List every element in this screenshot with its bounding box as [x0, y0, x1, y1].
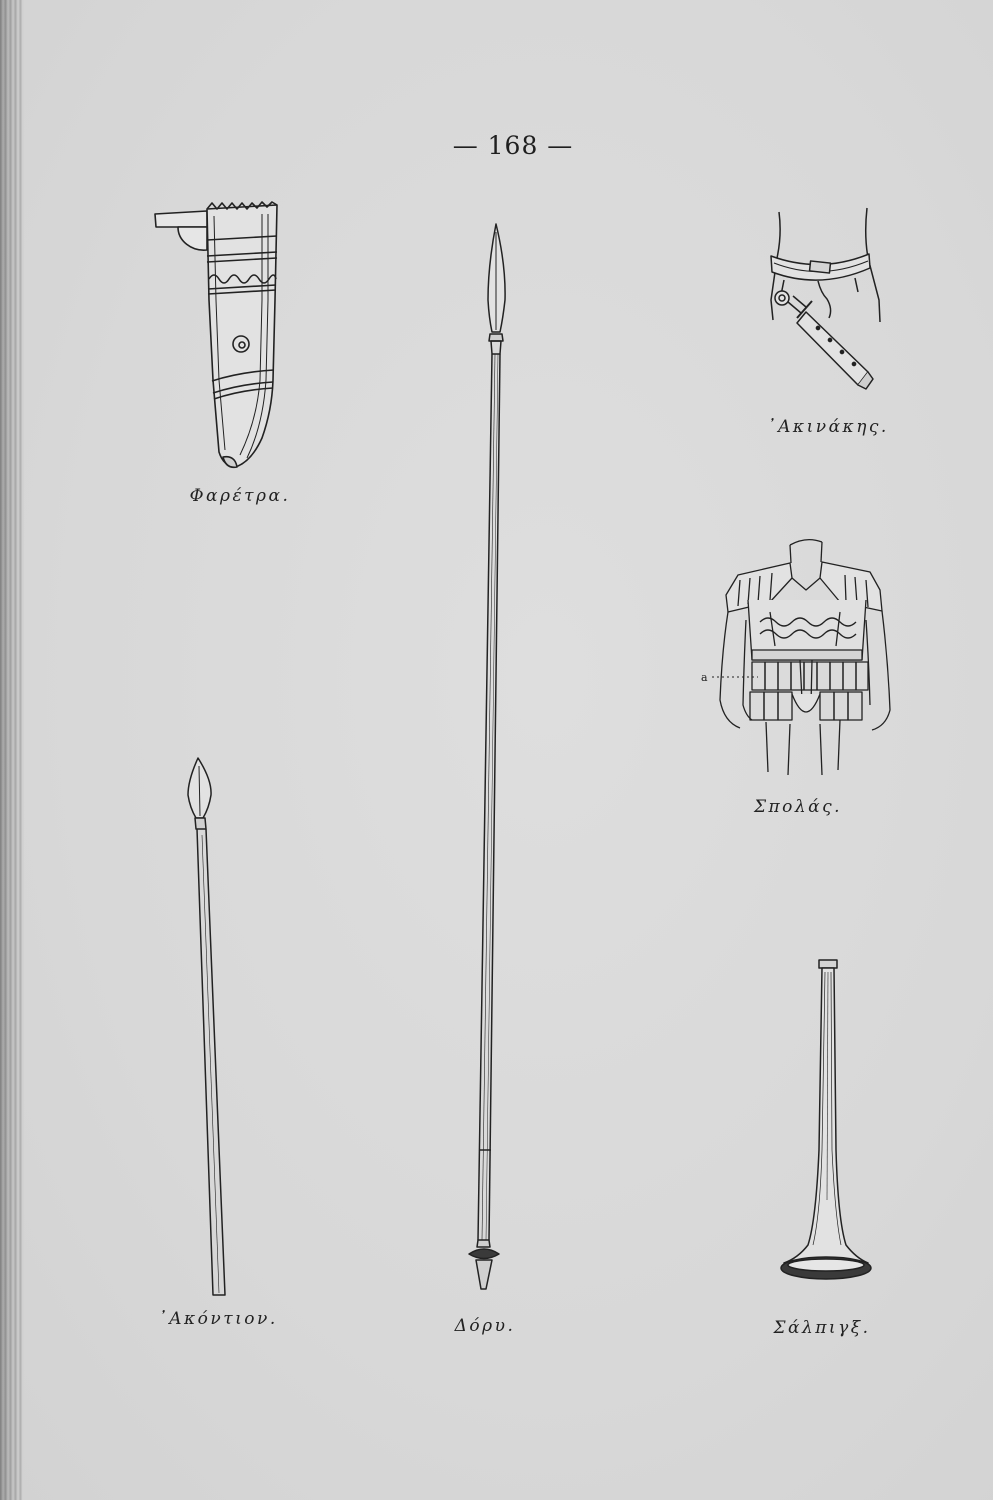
- spolas-caption: Σπολάς.: [753, 797, 843, 817]
- akinakes-caption: ᾿Ακινάκης.: [767, 417, 889, 437]
- spear-illustration: [469, 224, 505, 1289]
- quiver-caption: Φαρέτρα.: [189, 486, 291, 506]
- akinakes-illustration: [771, 208, 880, 389]
- quiver-illustration: [155, 202, 277, 467]
- spear-caption: Δόρυ.: [454, 1316, 516, 1336]
- javelin-caption: ᾿Ακόντιον.: [158, 1309, 278, 1329]
- page-number: — 168 —: [452, 131, 574, 160]
- spolas-illustration: [701, 540, 890, 775]
- javelin-illustration: [188, 758, 225, 1295]
- trumpet-caption: Σάλπιγξ.: [773, 1318, 871, 1338]
- spolas-marker: a: [701, 671, 708, 684]
- trumpet-illustration: [781, 960, 871, 1279]
